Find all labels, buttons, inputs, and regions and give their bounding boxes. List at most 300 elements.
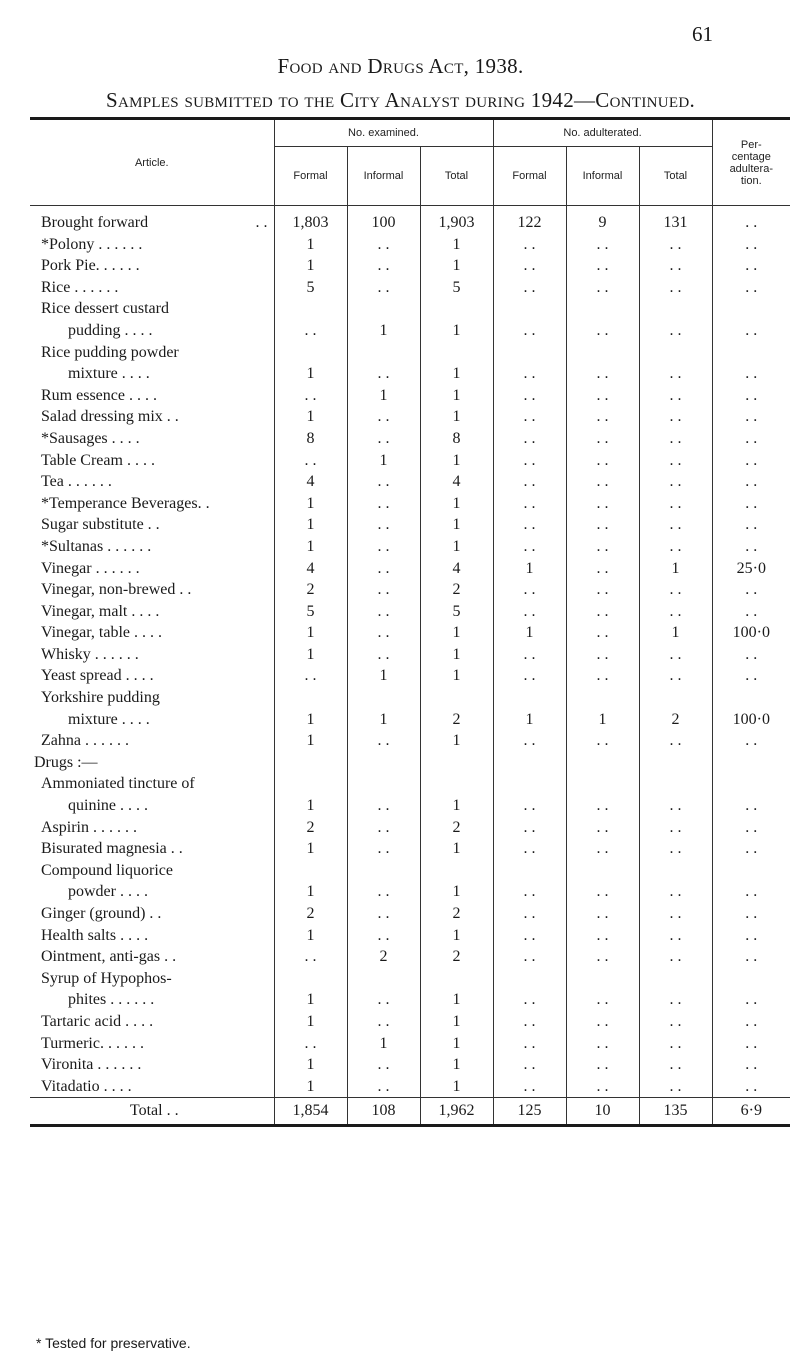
adulterated-total-cell: . . bbox=[639, 234, 712, 256]
table-row bbox=[30, 968, 790, 990]
total-row bbox=[30, 1098, 790, 1126]
article-name: powder . . . . bbox=[68, 883, 148, 901]
adulterated-total-cell: . . bbox=[639, 1011, 712, 1033]
percentage-cell: . . bbox=[712, 1054, 790, 1076]
percentage-cell bbox=[712, 687, 790, 709]
examined-total-cell: 1 bbox=[420, 925, 493, 947]
examined-total-cell: 2 bbox=[420, 709, 493, 731]
article-cell bbox=[30, 817, 274, 839]
article-name: Whisky . . . . . . bbox=[41, 645, 139, 663]
total-adulterated-formal: 125 bbox=[493, 1098, 566, 1126]
examined-formal-cell: 1 bbox=[274, 1054, 347, 1076]
examined-total-cell bbox=[420, 773, 493, 795]
adulterated-total-cell: . . bbox=[639, 363, 712, 385]
table-row bbox=[30, 817, 790, 839]
article-cell bbox=[30, 234, 274, 256]
article-cell bbox=[30, 1011, 274, 1033]
article-name: mixture . . . . bbox=[68, 710, 150, 728]
percentage-cell: . . bbox=[712, 665, 790, 687]
table-row bbox=[30, 450, 790, 472]
article-name: Rum essence . . . . bbox=[41, 386, 157, 404]
examined-total-cell: 8 bbox=[420, 428, 493, 450]
examined-total-cell: 1 bbox=[420, 406, 493, 428]
adulterated-formal-cell: . . bbox=[493, 363, 566, 385]
table-row bbox=[30, 773, 790, 795]
article-name: Vinegar, malt . . . . bbox=[41, 602, 160, 620]
examined-formal-cell bbox=[274, 968, 347, 990]
examined-informal-cell: . . bbox=[347, 881, 420, 903]
adulterated-informal-cell: . . bbox=[566, 817, 639, 839]
adulterated-formal-cell: . . bbox=[493, 601, 566, 623]
article-cell bbox=[30, 514, 274, 536]
leader-dots: . . bbox=[255, 214, 268, 231]
article-name: Turmeric. . . . . . bbox=[41, 1034, 144, 1052]
article-name: Yeast spread . . . . bbox=[41, 667, 154, 685]
examined-formal-cell bbox=[274, 342, 347, 364]
article-name: Salad dressing mix . . bbox=[41, 408, 179, 426]
percentage-cell: . . bbox=[712, 644, 790, 666]
article-cell bbox=[30, 881, 274, 903]
examined-total-cell: 2 bbox=[420, 946, 493, 968]
table-row bbox=[30, 644, 790, 666]
examined-informal-cell: . . bbox=[347, 989, 420, 1011]
total-adulterated-total: 135 bbox=[639, 1098, 712, 1126]
examined-formal-cell: 1 bbox=[274, 514, 347, 536]
table-row bbox=[30, 730, 790, 752]
adulterated-informal-cell: . . bbox=[566, 493, 639, 515]
examined-formal-cell: 5 bbox=[274, 277, 347, 299]
article-cell bbox=[30, 709, 274, 731]
adulterated-informal-cell: . . bbox=[566, 601, 639, 623]
adulterated-formal-cell: . . bbox=[493, 903, 566, 925]
article-name: *Polony . . . . . . bbox=[41, 235, 143, 253]
examined-formal-cell: 2 bbox=[274, 579, 347, 601]
adulterated-formal-cell: . . bbox=[493, 493, 566, 515]
adulterated-informal-cell bbox=[566, 687, 639, 709]
adulterated-total-cell: . . bbox=[639, 493, 712, 515]
examined-total-cell: 1 bbox=[420, 1033, 493, 1055]
adulterated-informal-cell: 9 bbox=[566, 206, 639, 234]
article-name: Zahna . . . . . . bbox=[41, 732, 129, 750]
adulterated-total-cell bbox=[639, 298, 712, 320]
table-row bbox=[30, 558, 790, 580]
adulterated-formal-cell: . . bbox=[493, 989, 566, 1011]
header-examined-informal: Informal bbox=[347, 147, 420, 206]
adulterated-total-cell: 1 bbox=[639, 622, 712, 644]
article-name: Syrup of Hypophos- bbox=[41, 969, 172, 987]
adulterated-informal-cell bbox=[566, 860, 639, 882]
adulterated-total-cell bbox=[639, 342, 712, 364]
article-cell bbox=[30, 838, 274, 860]
adulterated-informal-cell: . . bbox=[566, 536, 639, 558]
adulterated-total-cell: . . bbox=[639, 1076, 712, 1098]
article-name: phites . . . . . . bbox=[68, 991, 155, 1009]
adulterated-total-cell: . . bbox=[639, 903, 712, 925]
examined-formal-cell: 5 bbox=[274, 601, 347, 623]
article-cell bbox=[30, 989, 274, 1011]
examined-formal-cell: 1 bbox=[274, 709, 347, 731]
table-row bbox=[30, 1076, 790, 1098]
examined-formal-cell: . . bbox=[274, 946, 347, 968]
examined-informal-cell: . . bbox=[347, 925, 420, 947]
adulterated-informal-cell: . . bbox=[566, 1076, 639, 1098]
adulterated-total-cell: . . bbox=[639, 255, 712, 277]
article-name: Brought forward bbox=[41, 214, 149, 231]
article-name: Bisurated magnesia . . bbox=[41, 840, 183, 858]
adulterated-informal-cell bbox=[566, 968, 639, 990]
adulterated-informal-cell: . . bbox=[566, 665, 639, 687]
examined-formal-cell bbox=[274, 298, 347, 320]
examined-informal-cell: 1 bbox=[347, 450, 420, 472]
table-row bbox=[30, 206, 790, 234]
examined-total-cell: 1 bbox=[420, 234, 493, 256]
examined-formal-cell: 1 bbox=[274, 881, 347, 903]
adulterated-formal-cell: . . bbox=[493, 730, 566, 752]
adulterated-formal-cell: . . bbox=[493, 514, 566, 536]
article-cell bbox=[30, 665, 274, 687]
examined-informal-cell: 2 bbox=[347, 946, 420, 968]
percentage-cell bbox=[712, 968, 790, 990]
adulterated-total-cell: . . bbox=[639, 795, 712, 817]
adulterated-formal-cell: 1 bbox=[493, 558, 566, 580]
adulterated-total-cell bbox=[639, 860, 712, 882]
examined-informal-cell: . . bbox=[347, 493, 420, 515]
examined-total-cell: 2 bbox=[420, 903, 493, 925]
article-name: Tartaric acid . . . . bbox=[41, 1012, 154, 1030]
article-name: Yorkshire pudding bbox=[41, 689, 160, 707]
examined-informal-cell: . . bbox=[347, 363, 420, 385]
examined-informal-cell bbox=[347, 773, 420, 795]
article-cell bbox=[30, 925, 274, 947]
examined-total-cell: 1 bbox=[420, 255, 493, 277]
table-header bbox=[30, 119, 790, 206]
examined-total-cell: 5 bbox=[420, 601, 493, 623]
adulterated-informal-cell: . . bbox=[566, 946, 639, 968]
article-name: Drugs :— bbox=[34, 753, 98, 771]
table-row bbox=[30, 493, 790, 515]
percentage-cell: . . bbox=[712, 989, 790, 1011]
table-row bbox=[30, 234, 790, 256]
examined-formal-cell: 1 bbox=[274, 925, 347, 947]
table-row bbox=[30, 601, 790, 623]
table-row bbox=[30, 385, 790, 407]
table-row bbox=[30, 255, 790, 277]
adulterated-informal-cell: . . bbox=[566, 730, 639, 752]
examined-informal-cell: . . bbox=[347, 817, 420, 839]
article-cell bbox=[30, 968, 274, 990]
table-row bbox=[30, 709, 790, 731]
adulterated-informal-cell: . . bbox=[566, 1033, 639, 1055]
header-adulterated-informal: Informal bbox=[566, 147, 639, 206]
examined-formal-cell bbox=[274, 752, 347, 774]
percentage-cell: . . bbox=[712, 277, 790, 299]
percentage-cell bbox=[712, 752, 790, 774]
examined-informal-cell: 1 bbox=[347, 709, 420, 731]
examined-informal-cell: . . bbox=[347, 644, 420, 666]
examined-formal-cell: 1 bbox=[274, 1076, 347, 1098]
examined-formal-cell: 1 bbox=[274, 536, 347, 558]
adulterated-total-cell: . . bbox=[639, 1054, 712, 1076]
article-cell bbox=[30, 493, 274, 515]
table-row bbox=[30, 881, 790, 903]
table-row bbox=[30, 946, 790, 968]
adulterated-informal-cell: . . bbox=[566, 450, 639, 472]
adulterated-informal-cell: . . bbox=[566, 428, 639, 450]
examined-formal-cell: 1 bbox=[274, 838, 347, 860]
header-adulterated-formal: Formal bbox=[493, 147, 566, 206]
article-name: Ammoniated tincture of bbox=[41, 775, 195, 793]
adulterated-formal-cell: . . bbox=[493, 320, 566, 342]
examined-informal-cell: 100 bbox=[347, 206, 420, 234]
percentage-cell: . . bbox=[712, 450, 790, 472]
percentage-cell: . . bbox=[712, 838, 790, 860]
article-name: *Sultanas . . . . . . bbox=[41, 537, 152, 555]
article-name: quinine . . . . bbox=[68, 797, 148, 815]
adulterated-informal-cell: . . bbox=[566, 320, 639, 342]
article-name: Vitadatio . . . . bbox=[41, 1077, 132, 1095]
examined-formal-cell bbox=[274, 773, 347, 795]
article-cell bbox=[30, 601, 274, 623]
table-footer bbox=[30, 1098, 790, 1126]
examined-total-cell bbox=[420, 687, 493, 709]
examined-total-cell: 1 bbox=[420, 320, 493, 342]
adulterated-informal-cell: . . bbox=[566, 579, 639, 601]
adulterated-total-cell: . . bbox=[639, 838, 712, 860]
examined-informal-cell: 1 bbox=[347, 320, 420, 342]
percentage-cell: . . bbox=[712, 536, 790, 558]
examined-total-cell: 1 bbox=[420, 493, 493, 515]
table-row bbox=[30, 622, 790, 644]
adulterated-formal-cell: . . bbox=[493, 1033, 566, 1055]
percentage-cell: . . bbox=[712, 255, 790, 277]
adulterated-informal-cell: . . bbox=[566, 622, 639, 644]
examined-total-cell: 1 bbox=[420, 450, 493, 472]
total-examined-formal: 1,854 bbox=[274, 1098, 347, 1126]
adulterated-formal-cell: 1 bbox=[493, 709, 566, 731]
article-cell bbox=[30, 773, 274, 795]
table-row bbox=[30, 406, 790, 428]
adulterated-formal-cell: . . bbox=[493, 644, 566, 666]
examined-informal-cell: . . bbox=[347, 428, 420, 450]
examined-total-cell: 1 bbox=[420, 838, 493, 860]
table-row bbox=[30, 342, 790, 364]
examined-total-cell bbox=[420, 968, 493, 990]
percentage-cell: . . bbox=[712, 234, 790, 256]
examined-formal-cell: 1 bbox=[274, 730, 347, 752]
article-name: pudding . . . . bbox=[68, 321, 153, 339]
adulterated-formal-cell: . . bbox=[493, 1011, 566, 1033]
examined-informal-cell: . . bbox=[347, 838, 420, 860]
article-name: Rice dessert custard bbox=[41, 300, 169, 318]
article-name: Health salts . . . . bbox=[41, 926, 149, 944]
article-name: Vinegar . . . . . . bbox=[41, 559, 140, 577]
article-cell bbox=[30, 558, 274, 580]
adulterated-total-cell: . . bbox=[639, 385, 712, 407]
examined-formal-cell: . . bbox=[274, 450, 347, 472]
adulterated-formal-cell bbox=[493, 752, 566, 774]
examined-informal-cell: 1 bbox=[347, 665, 420, 687]
adulterated-informal-cell: . . bbox=[566, 255, 639, 277]
header-examined: No. examined. bbox=[274, 119, 493, 147]
percentage-cell: . . bbox=[712, 579, 790, 601]
table-row bbox=[30, 579, 790, 601]
header-adulterated: No. adulterated. bbox=[493, 119, 712, 147]
article-cell bbox=[30, 579, 274, 601]
adulterated-total-cell: . . bbox=[639, 989, 712, 1011]
total-label: Total . . bbox=[30, 1098, 274, 1126]
adulterated-total-cell: . . bbox=[639, 536, 712, 558]
examined-informal-cell bbox=[347, 298, 420, 320]
examined-informal-cell bbox=[347, 752, 420, 774]
adulterated-total-cell: . . bbox=[639, 450, 712, 472]
examined-informal-cell: 1 bbox=[347, 385, 420, 407]
adulterated-total-cell: . . bbox=[639, 428, 712, 450]
percentage-cell bbox=[712, 773, 790, 795]
article-name: Aspirin . . . . . . bbox=[41, 818, 137, 836]
adulterated-formal-cell: . . bbox=[493, 817, 566, 839]
examined-total-cell: 1 bbox=[420, 989, 493, 1011]
article-name: Vinegar, non-brewed . . bbox=[41, 581, 192, 599]
table-title: Samples submitted to the City Analyst during 1942—Continued. bbox=[105, 88, 696, 112]
adulterated-formal-cell bbox=[493, 342, 566, 364]
examined-informal-cell: . . bbox=[347, 536, 420, 558]
examined-formal-cell: 1 bbox=[274, 255, 347, 277]
adulterated-total-cell: . . bbox=[639, 1033, 712, 1055]
percentage-cell: . . bbox=[712, 1033, 790, 1055]
adulterated-formal-cell: . . bbox=[493, 946, 566, 968]
article-cell bbox=[30, 206, 274, 234]
percentage-cell: . . bbox=[712, 925, 790, 947]
article-cell bbox=[30, 946, 274, 968]
adulterated-total-cell: 131 bbox=[639, 206, 712, 234]
examined-total-cell: 5 bbox=[420, 277, 493, 299]
article-name: Pork Pie. . . . . . bbox=[41, 257, 140, 275]
percentage-cell: . . bbox=[712, 817, 790, 839]
adulterated-formal-cell bbox=[493, 298, 566, 320]
article-cell bbox=[30, 536, 274, 558]
examined-formal-cell: 1 bbox=[274, 363, 347, 385]
adulterated-informal-cell: . . bbox=[566, 558, 639, 580]
percentage-cell: 100·0 bbox=[712, 709, 790, 731]
examined-total-cell bbox=[420, 860, 493, 882]
article-cell bbox=[30, 622, 274, 644]
adulterated-informal-cell bbox=[566, 752, 639, 774]
adulterated-total-cell: . . bbox=[639, 881, 712, 903]
examined-total-cell: 1,903 bbox=[420, 206, 493, 234]
table-body bbox=[30, 206, 790, 1098]
adulterated-total-cell: . . bbox=[639, 925, 712, 947]
header-adulterated-total: Total bbox=[639, 147, 712, 206]
examined-informal-cell: . . bbox=[347, 255, 420, 277]
article-cell bbox=[30, 428, 274, 450]
adulterated-formal-cell: . . bbox=[493, 428, 566, 450]
percentage-cell: . . bbox=[712, 795, 790, 817]
adulterated-formal-cell: . . bbox=[493, 795, 566, 817]
header-article: Article. bbox=[30, 119, 274, 206]
table-row bbox=[30, 795, 790, 817]
article-cell bbox=[30, 687, 274, 709]
article-cell bbox=[30, 730, 274, 752]
table-row bbox=[30, 665, 790, 687]
adulterated-formal-cell: . . bbox=[493, 925, 566, 947]
adulterated-informal-cell: . . bbox=[566, 234, 639, 256]
examined-total-cell: 1 bbox=[420, 622, 493, 644]
examined-informal-cell: 1 bbox=[347, 1033, 420, 1055]
adulterated-formal-cell: 1 bbox=[493, 622, 566, 644]
article-name: Vinegar, table . . . . bbox=[41, 624, 163, 642]
percentage-cell bbox=[712, 860, 790, 882]
article-cell bbox=[30, 450, 274, 472]
examined-total-cell: 1 bbox=[420, 1011, 493, 1033]
article-cell bbox=[30, 255, 274, 277]
article-cell bbox=[30, 860, 274, 882]
table-row bbox=[30, 536, 790, 558]
examined-informal-cell bbox=[347, 342, 420, 364]
adulterated-formal-cell: . . bbox=[493, 665, 566, 687]
total-percentage: 6·9 bbox=[712, 1098, 790, 1126]
header-percentage: Per- centage adultera- tion. bbox=[712, 119, 790, 206]
article-name: Compound liquorice bbox=[41, 861, 173, 879]
adulterated-formal-cell: . . bbox=[493, 881, 566, 903]
adulterated-informal-cell: . . bbox=[566, 795, 639, 817]
adulterated-informal-cell: . . bbox=[566, 385, 639, 407]
examined-informal-cell: . . bbox=[347, 514, 420, 536]
examined-informal-cell: . . bbox=[347, 730, 420, 752]
examined-formal-cell: . . bbox=[274, 665, 347, 687]
percentage-cell: . . bbox=[712, 363, 790, 385]
adulterated-total-cell: . . bbox=[639, 320, 712, 342]
adulterated-informal-cell: . . bbox=[566, 514, 639, 536]
examined-informal-cell: . . bbox=[347, 406, 420, 428]
article-cell bbox=[30, 406, 274, 428]
table-row bbox=[30, 989, 790, 1011]
examined-informal-cell: . . bbox=[347, 903, 420, 925]
document-title: Food and Drugs Act, 1938. bbox=[277, 54, 524, 78]
table-row bbox=[30, 320, 790, 342]
examined-informal-cell: . . bbox=[347, 277, 420, 299]
article-cell bbox=[30, 363, 274, 385]
examined-formal-cell: 1 bbox=[274, 493, 347, 515]
percentage-cell: 100·0 bbox=[712, 622, 790, 644]
adulterated-formal-cell: . . bbox=[493, 406, 566, 428]
percentage-cell: . . bbox=[712, 471, 790, 493]
examined-formal-cell: 4 bbox=[274, 558, 347, 580]
examined-informal-cell: . . bbox=[347, 1054, 420, 1076]
percentage-cell: . . bbox=[712, 1076, 790, 1098]
examined-total-cell: 1 bbox=[420, 1076, 493, 1098]
percentage-cell: . . bbox=[712, 1011, 790, 1033]
percentage-cell: . . bbox=[712, 493, 790, 515]
article-cell bbox=[30, 320, 274, 342]
adulterated-total-cell: . . bbox=[639, 579, 712, 601]
percentage-cell: . . bbox=[712, 320, 790, 342]
percentage-cell bbox=[712, 298, 790, 320]
examined-total-cell: 4 bbox=[420, 471, 493, 493]
table-row bbox=[30, 838, 790, 860]
total-examined-informal: 108 bbox=[347, 1098, 420, 1126]
percentage-cell: . . bbox=[712, 903, 790, 925]
examined-total-cell bbox=[420, 752, 493, 774]
examined-total-cell: 1 bbox=[420, 1054, 493, 1076]
footnote: * Tested for preservative. bbox=[36, 1335, 191, 1351]
examined-formal-cell: . . bbox=[274, 385, 347, 407]
article-cell bbox=[30, 1054, 274, 1076]
examined-total-cell: 1 bbox=[420, 730, 493, 752]
examined-formal-cell: 1,803 bbox=[274, 206, 347, 234]
percentage-cell: 25·0 bbox=[712, 558, 790, 580]
adulterated-total-cell: . . bbox=[639, 406, 712, 428]
adulterated-total-cell bbox=[639, 968, 712, 990]
